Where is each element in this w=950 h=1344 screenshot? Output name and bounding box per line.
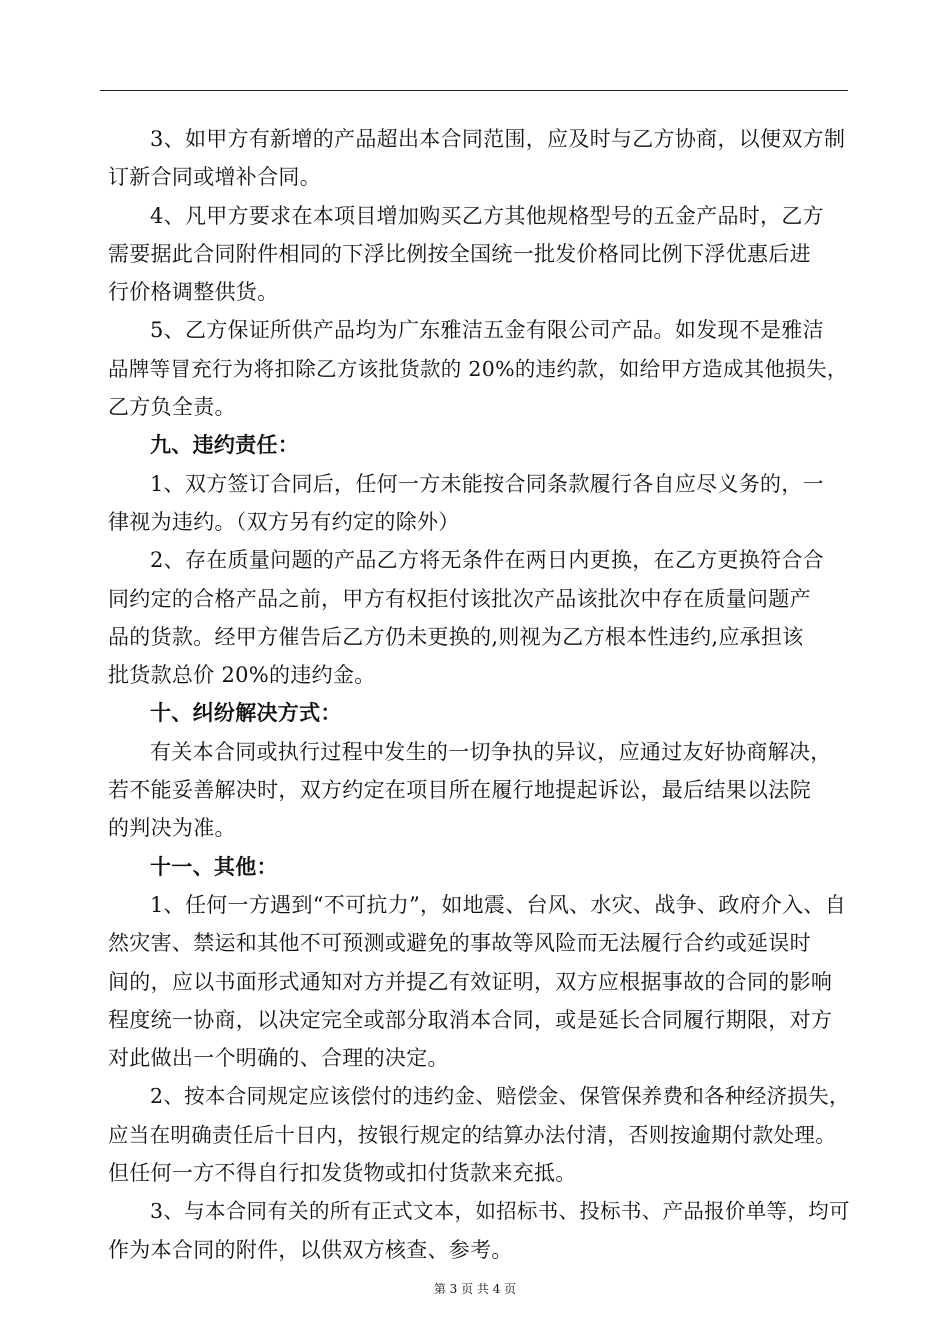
section-heading: 十、纠纷解决方式： — [150, 700, 342, 726]
text-line: 3、与本合同有关的所有正式文本，如招标书、投标书、产品报价单等，均可 — [150, 1199, 850, 1224]
text-line: 乙方负全责。 — [108, 395, 236, 420]
section-heading: 九、违约责任： — [150, 432, 300, 458]
header-rule — [100, 90, 848, 91]
text-line: 但任何一方不得自行扣发货物或扣付货款来充抵。 — [108, 1161, 577, 1186]
text-line: 品的货款。经甲方催告后乙方仍未更换的,则视为乙方根本性违约,应承担该 — [108, 624, 804, 649]
text-line: 3、如甲方有新增的产品超出本合同范围，应及时与乙方协商，以便双方制 — [150, 127, 846, 151]
document-body — [108, 120, 850, 1269]
section-heading: 十一、其他： — [150, 853, 278, 879]
text-line: 批货款总价 20%的违约金。 — [108, 663, 376, 688]
text-line: 间的，应以书面形式通知对方并提乙有效证明，双方应根据事故的合同的影响 — [108, 969, 833, 994]
text-line: 若不能妥善解决时，双方约定在项目所在履行地提起诉讼，最后结果以法院 — [108, 778, 811, 803]
text-line: 程度统一协商，以决定完全或部分取消本合同，或是延长合同履行期限，对方 — [108, 1007, 833, 1032]
text-line: 1、双方签订合同后，任何一方未能按合同条款履行各自应尽义务的，一 — [150, 471, 824, 496]
text-line: 的判决为准。 — [108, 816, 236, 841]
text-line: 5、乙方保证所供产品均为广东雅洁五金有限公司产品。如发现不是雅洁 — [150, 318, 824, 343]
page-footer: 第 3 页 共 4 页 — [433, 1282, 517, 1296]
text-line: 同约定的合格产品之前，甲方有权拒付该批次产品该批次中存在质量问题产 — [108, 586, 811, 611]
text-line: 2、按本合同规定应该偿付的违约金、赔偿金、保管保养费和各种经济损失， — [150, 1084, 850, 1109]
text-line: 订新合同或增补合同。 — [108, 165, 321, 190]
text-line: 需要据此合同附件相同的下浮比例按全国统一批发价格同比例下浮优惠后进 — [108, 241, 811, 266]
text-line: 应当在明确责任后十日内，按银行规定的结算办法付清，否则按逾期付款处理。 — [108, 1122, 836, 1147]
text-line: 行价格调整供货。 — [108, 280, 279, 305]
text-line: 品牌等冒充行为将扣除乙方该批货款的 20%的违约款，如给甲方造成其他损失， — [108, 356, 848, 381]
text-line: 有关本合同或执行过程中发生的一切争执的异议，应通过友好协商解决， — [150, 739, 832, 764]
text-line: 1、任何一方遇到“不可抗力”，如地震、台风、水灾、战争、政府介入、自 — [150, 892, 847, 917]
text-line: 然灾害、禁运和其他不可预测或避免的事故等风险而无法履行合约或延误时 — [108, 931, 811, 956]
text-line: 2、存在质量问题的产品乙方将无条件在两日内更换，在乙方更换符合合 — [150, 548, 824, 573]
text-line: 对此做出一个明确的、合理的决定。 — [108, 1046, 449, 1071]
text-line: 作为本合同的附件，以供双方核查、参考。 — [108, 1237, 513, 1262]
text-line: 4、凡甲方要求在本项目增加购买乙方其他规格型号的五金产品时，乙方 — [150, 203, 824, 228]
text-line: 律视为违约。（双方另有约定的除外） — [108, 509, 460, 534]
